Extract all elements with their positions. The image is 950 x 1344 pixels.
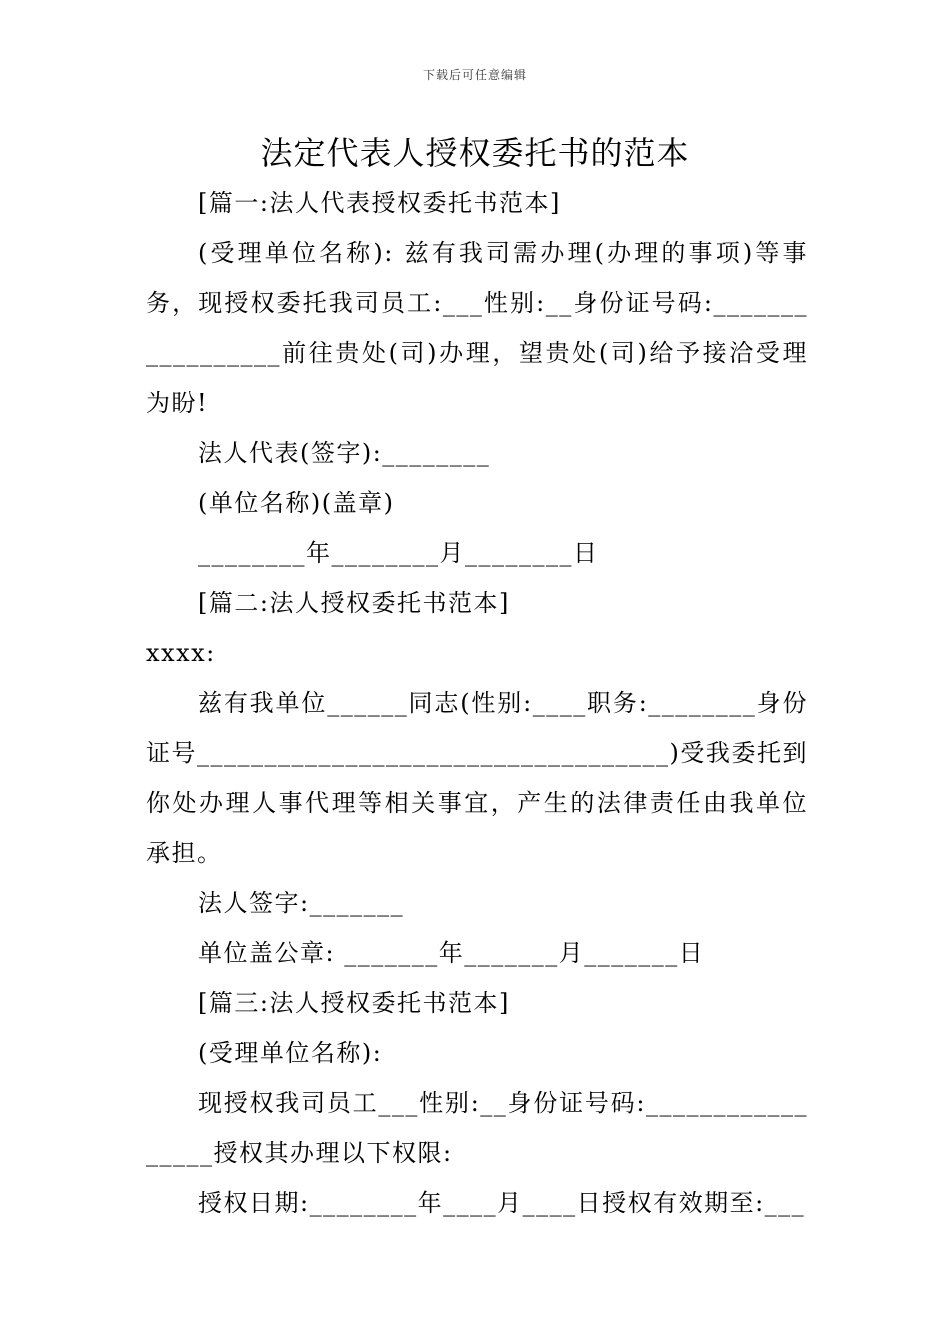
legal-rep-signature-line: 法人代表(签字):________ — [198, 439, 491, 467]
authorization-date-line: 授权日期:________年____月____日授权有效期至:___ — [198, 1189, 806, 1217]
section-heading-3: [篇三:法人授权委托书范本] — [198, 989, 510, 1017]
section-heading-1: [篇一:法人代表授权委托书范本] — [198, 189, 561, 217]
unit-stamp-date-line: 单位盖公章: _______年_______月_______日 — [198, 939, 705, 967]
paragraph-authorization-1: (受理单位名称): 兹有我司需办理(办理的事项)等事务，现授权委托我司员工:___性别:__身份证号码:_________________前往贵处(司)办理，望贵处(司)给予接洽受理为盼! — [146, 239, 808, 417]
receiving-unit-line: (受理单位名称): — [198, 1039, 383, 1067]
date-line-1: ________年________月________日 — [198, 539, 599, 567]
unit-seal-line: (单位名称)(盖章) — [198, 489, 395, 517]
header-note: 下载后可任意编辑 — [422, 68, 527, 82]
addressee-line: xxxx: — [146, 639, 216, 667]
legal-person-signature-line: 法人签字:_______ — [198, 889, 405, 917]
document-body — [146, 178, 808, 1228]
document-title: 法定代表人授权委托书的范本 — [260, 134, 690, 172]
section-heading-2: [篇二:法人授权委托书范本] — [198, 589, 510, 617]
paragraph-authorization-3: 现授权我司员工___性别:__身份证号码:_________________授权其办理以下权限: — [146, 1089, 808, 1167]
paragraph-authorization-2: 兹有我单位______同志(性别:____职务:________身份证号___________________________________)受我委托到你处办理人事代理等相关事宜，产生的法律责任由我单位承担。 — [146, 689, 808, 867]
